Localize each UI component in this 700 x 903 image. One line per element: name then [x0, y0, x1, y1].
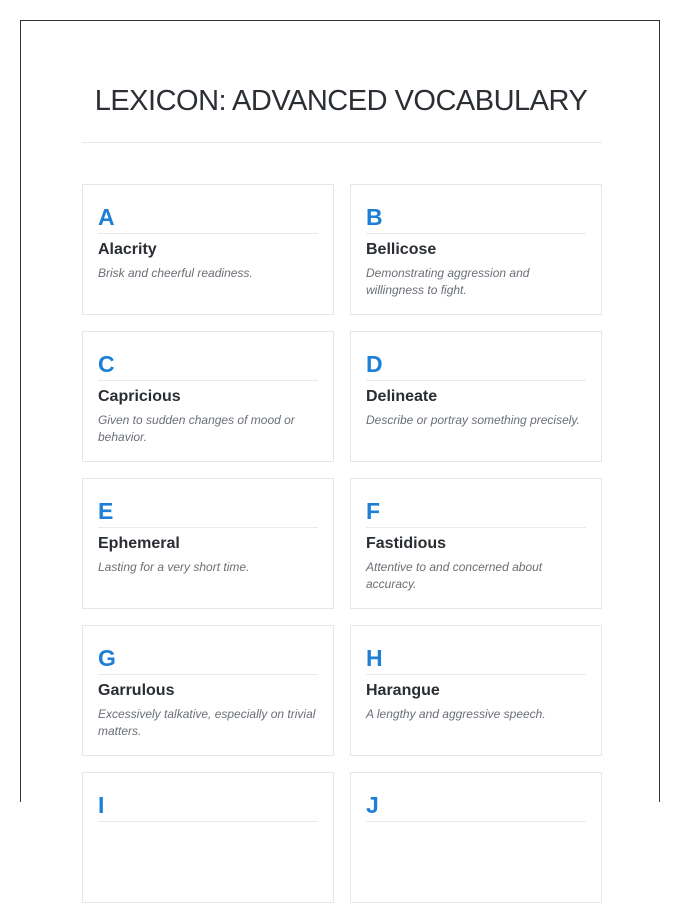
vocab-card-g	[82, 625, 334, 756]
title-divider	[82, 142, 602, 143]
card-word: Bellicose	[366, 241, 437, 258]
card-definition: Lasting for a very short time.	[98, 560, 250, 574]
card-letter: F	[366, 479, 586, 528]
vocab-card-j	[350, 772, 602, 903]
card-word: Alacrity	[98, 241, 157, 258]
card-word: Delineate	[366, 388, 438, 405]
vocab-card-e	[82, 478, 334, 609]
card-word: Capricious	[98, 388, 181, 405]
vocabulary-grid	[82, 184, 602, 903]
card-letter: D	[366, 332, 586, 381]
page-title: LEXICON: ADVANCED VOCABULARY	[94, 85, 588, 117]
vocab-card-a	[82, 184, 334, 315]
card-letter: G	[98, 626, 318, 675]
card-word: Ephemeral	[98, 535, 180, 552]
vocab-card-h	[350, 625, 602, 756]
vocab-card-b	[350, 184, 602, 315]
card-definition: Demonstrating aggression and willingness to fight.	[366, 266, 530, 297]
vocab-card-i	[82, 772, 334, 903]
card-definition: Describe or portray something precisely.	[366, 413, 580, 427]
card-word: Garrulous	[98, 682, 175, 699]
card-word: Harangue	[366, 682, 440, 699]
card-letter: A	[98, 185, 318, 234]
vocab-card-d	[350, 331, 602, 462]
vocab-card-f	[350, 478, 602, 609]
card-letter: J	[366, 773, 586, 822]
card-letter: E	[98, 479, 318, 528]
card-word: Fastidious	[366, 535, 447, 552]
document-page	[20, 20, 660, 818]
card-definition: Given to sudden changes of mood or behavior.	[98, 413, 295, 444]
card-definition: Excessively talkative, especially on trivial matters.	[98, 707, 316, 738]
card-definition: Brisk and cheerful readiness.	[98, 266, 253, 280]
card-definition: A lengthy and aggressive speech.	[366, 707, 546, 721]
card-definition: Attentive to and concerned about accuracy.	[366, 560, 543, 591]
card-letter: B	[366, 185, 586, 234]
vocab-card-c	[82, 331, 334, 462]
card-letter: H	[366, 626, 586, 675]
card-letter: C	[98, 332, 318, 381]
card-letter: I	[98, 773, 318, 822]
